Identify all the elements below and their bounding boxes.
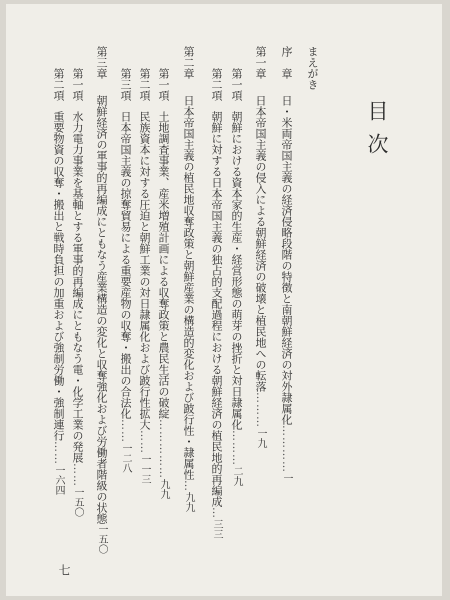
toc-entry-page: 一五〇 [72,487,83,517]
leader-dots: ……… [254,392,267,428]
toc-entry-ch1-sec1 [229,68,243,486]
toc-entry-label: 第二項 [138,68,151,101]
toc-entry-label: 第三章 [95,46,108,79]
toc-entry-text: 日本帝国主義の植民地収奪政策と朝鮮産業の構造的変化および跛行性・隷属性 [182,95,195,480]
toc-entry-page: 三三 [211,519,222,539]
book-page [6,4,442,596]
toc-entry-intro [279,46,293,483]
toc-entry-text: 朝鮮経済の軍事的再編成にともなう産業構造の変化と収奪強化および労働者階級の状態 [95,95,108,524]
toc-entry-chapter1 [253,46,267,448]
toc-entry-page: 一二八 [120,443,131,473]
toc-entry-label: 第二項 [52,68,65,101]
leader-dots: …… [138,430,151,454]
toc-entry-preface [305,46,319,90]
leader-dots: …… [71,463,84,487]
toc-entry-text: 日本帝国主義の掠奪貿易による重要産物の収奪・搬出の合法化 [119,111,132,419]
toc-entry-text: 朝鮮における資本家的生産・経営形態の萌芽の挫折と対日隷属化 [230,111,243,430]
leader-dots: …………… [157,419,170,479]
toc-entry-ch2-sec1 [156,68,170,499]
toc-entry-page: 九九 [183,492,194,512]
toc-entry-page: 二九 [231,466,242,486]
leader-dots: … [210,507,223,519]
toc-entry-ch3-sec1 [70,68,84,517]
toc-entry-chapter2 [181,46,195,512]
toc-entry-page: 九九 [158,479,169,499]
toc-entry-chapter3 [94,46,108,554]
toc-entry-ch3-sec2 [51,68,65,495]
leader-dots: ………… [280,425,293,473]
toc-entry-label: 第一項 [157,68,170,101]
toc-entry-label: まえがき [306,46,319,90]
toc-entry-label: 序 章 [280,46,293,79]
toc-entry-text: 水力電力事業を基軸とする軍事的再編成にともなう電・化学工業の発展 [71,111,84,463]
leader-dots: …… [52,441,65,465]
toc-entry-text: 土地調査事業、産米増殖計画による収奪政策と農民生活の破綻 [157,111,170,419]
leader-dots: …… [119,419,132,443]
toc-entry-page: 一 [281,473,292,483]
toc-entry-ch2-sec3 [118,68,132,473]
toc-entry-ch1-sec2 [209,68,223,539]
page-title: 目次 [365,100,389,166]
toc-entry-text: 日・米両帝国主義の経済侵略段階の特徴と南朝鮮経済の対外隷属化 [280,95,293,425]
toc-entry-page: 一一三 [139,454,150,484]
toc-entry-label: 第二項 [210,68,223,101]
toc-entry-label: 第二章 [182,46,195,79]
toc-entry-page: 一五〇 [96,524,107,554]
toc-entry-label: 第一項 [230,68,243,101]
toc-entry-page: 一九 [255,428,266,448]
toc-entry-label: 第一項 [71,68,84,101]
toc-entry-text: 民族資本に対する圧迫と朝鮮工業の対日隷属化および跛行性拡大 [138,111,151,430]
leader-dots: ……… [230,430,243,466]
toc-entry-text: 日本帝国主義の侵入による朝鮮経済の破壊と植民地への転落 [254,95,267,392]
toc-entry-text: 重要物資の収奪・搬出と戦時負担の加重および強制労働・強制連行 [52,111,65,441]
toc-entry-ch2-sec2 [137,68,151,484]
toc-entry-text: 朝鮮に対する日本帝国主義の独占的支配過程における朝鮮経済の植民地的再編成 [210,111,223,507]
toc-entry-label: 第一章 [254,46,267,79]
page-number: 七 [57,564,71,576]
leader-dots: … [182,480,195,492]
toc-entry-page: 一六四 [53,465,64,495]
toc-entry-label: 第三項 [119,68,132,101]
